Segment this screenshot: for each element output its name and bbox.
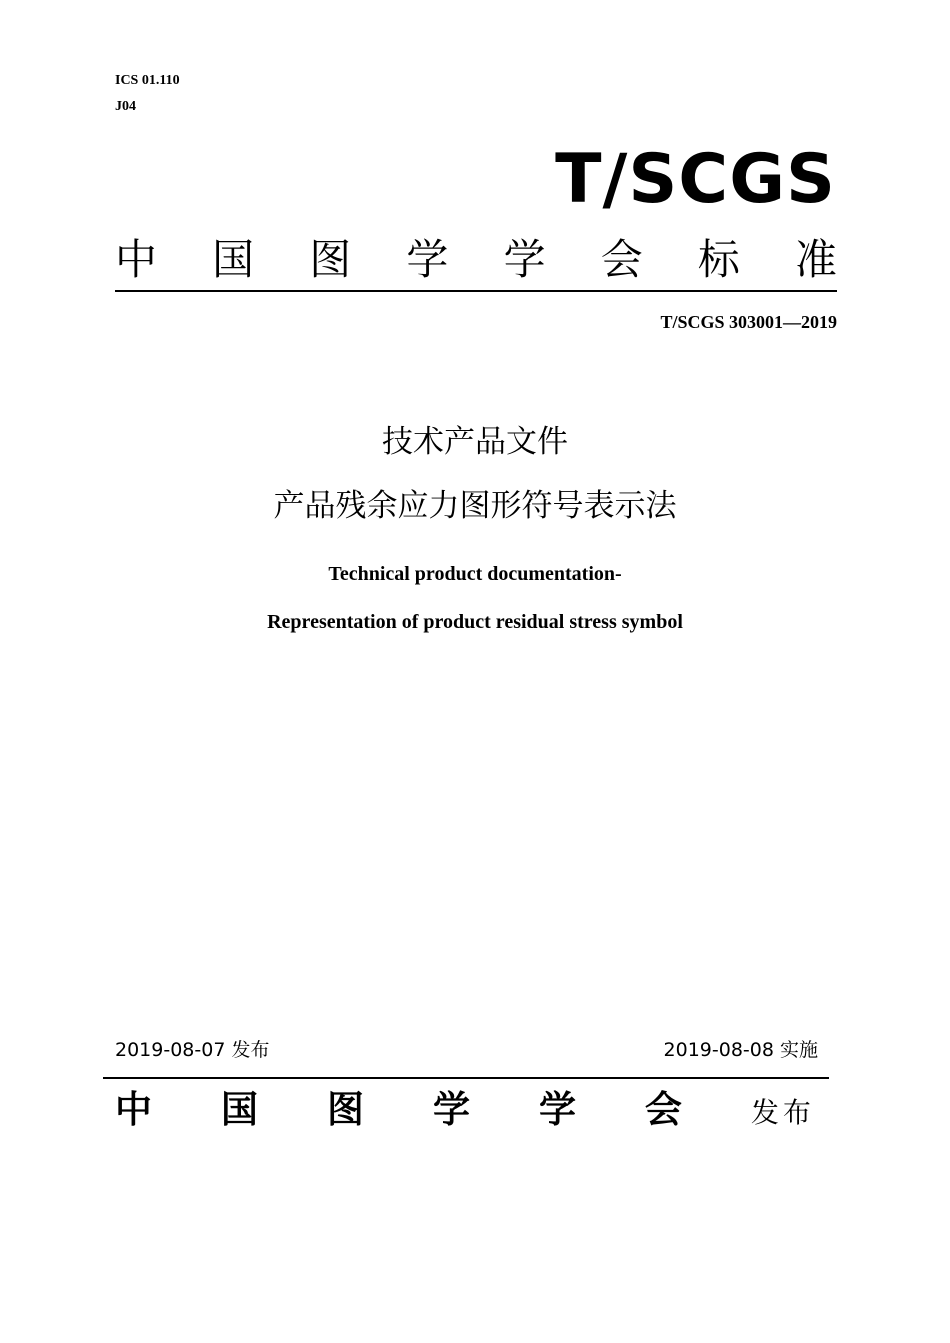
standard-type-title: [115, 232, 837, 288]
ccs-code: J04: [115, 99, 136, 114]
standard-type-char: 标: [697, 235, 740, 284]
publisher-char: 学: [432, 1088, 470, 1131]
publisher-char: 中: [115, 1088, 152, 1131]
publisher: [115, 1086, 815, 1137]
implementation-date: 2019-08-08 实施: [663, 1039, 818, 1061]
publisher-issued-label: 发布: [750, 1096, 815, 1129]
standard-type-char: 会: [600, 235, 643, 284]
publisher-char: 图: [326, 1088, 364, 1131]
standard-type-char: 准: [794, 235, 837, 284]
publisher-char: 会: [644, 1088, 682, 1131]
chinese-title-line-1: 技术产品文件: [382, 424, 568, 460]
ics-code: ICS 01.110: [115, 73, 180, 88]
standard-type-char: 学: [503, 235, 546, 284]
english-title-line-1: Technical product documentation-: [328, 563, 622, 585]
issue-date: 2019-08-07 发布: [115, 1039, 270, 1061]
footer-divider: [103, 1077, 829, 1079]
standard-type-char: 国: [212, 235, 255, 284]
standard-type-char: 学: [406, 235, 449, 284]
standard-number: T/SCGS 303001—2019: [660, 312, 837, 332]
standard-logo: T/SCGS: [555, 140, 836, 219]
header-divider: [115, 290, 837, 292]
publisher-char: 国: [220, 1088, 258, 1131]
chinese-title-line-2: 产品残余应力图形符号表示法: [273, 488, 677, 524]
standard-type-char: 中: [115, 235, 158, 284]
standard-type-char: 图: [309, 235, 352, 284]
publisher-char: 学: [538, 1088, 576, 1131]
english-title-line-2: Representation of product residual stress symbol: [267, 611, 683, 633]
